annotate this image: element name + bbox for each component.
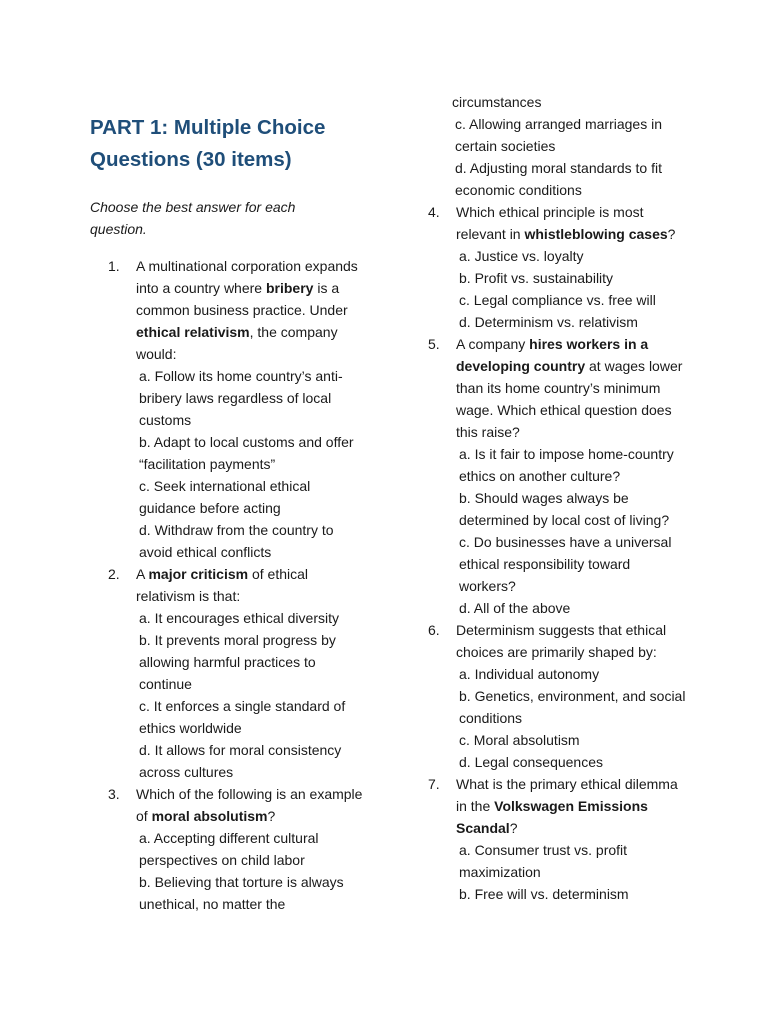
question-text-emphasis: major criticism	[148, 566, 249, 582]
answer-option: d. Adjusting moral standards to fit economic conditions	[455, 160, 662, 198]
answer-option: b. Believing that torture is always unethical, no matter the	[139, 874, 344, 912]
question-text-segment: ?	[509, 820, 518, 836]
question-item	[428, 773, 690, 905]
question-text	[136, 255, 368, 365]
question-text	[456, 333, 690, 443]
question-text	[136, 563, 368, 607]
question-list-left	[108, 255, 368, 915]
answer-option: a. It encourages ethical diversity	[139, 610, 339, 626]
answer-option: b. Free will vs. determinism	[459, 886, 629, 902]
answer-option: a. Accepting different cultural perspectives on child labor	[139, 830, 319, 868]
answer-option: d. Legal consequences	[459, 754, 603, 770]
answer-option: b. Should wages always be determined by local cost of living?	[459, 490, 670, 528]
page-title	[90, 112, 380, 176]
question-text-emphasis: bribery	[265, 280, 314, 296]
answer-option: c. Allowing arranged marriages in certain societies	[455, 116, 662, 154]
question-text-segment: A	[136, 566, 149, 582]
answer-option: d. It allows for moral consistency across cultures	[139, 742, 342, 780]
answer-option: b. Profit vs. sustainability	[459, 270, 614, 286]
answer-option: d. Determinism vs. relativism	[459, 314, 638, 330]
question-text-segment: Which of the following is an example of	[136, 786, 363, 824]
answer-option: a. Follow its home country’s anti-bribery laws regardless of local customs	[139, 368, 343, 428]
question-number: 4.	[428, 204, 440, 220]
question-text-emphasis: hires workers in a developing country	[456, 336, 649, 374]
answer-option: c. Do businesses have a universal ethical responsibility toward workers?	[459, 534, 672, 594]
answer-option: c. Legal compliance vs. free will	[459, 292, 656, 308]
question-text-emphasis: moral absolutism	[151, 808, 268, 824]
question-text-segment: A company	[456, 336, 530, 352]
page-title-line-1: PART 1: Multiple Choice	[90, 116, 326, 139]
page-title-line-2: Questions (30 items)	[90, 148, 292, 171]
question-text-segment: of ethical relativism is that:	[136, 566, 309, 604]
question-number: 6.	[428, 622, 440, 638]
question-text-segment: A multinational corporation expands into a country where	[136, 258, 358, 296]
question-item	[428, 333, 690, 619]
answer-option: a. Is it fair to impose home-country ethics on another culture?	[459, 446, 674, 484]
question-item	[108, 783, 368, 915]
answer-option: a. Individual autonomy	[459, 666, 600, 682]
question-text-emphasis: ethical relativism	[136, 324, 250, 340]
answer-option: a. Consumer trust vs. profit maximization	[459, 842, 628, 880]
continued-text: circumstances	[452, 94, 542, 110]
question-text	[456, 201, 690, 245]
question-text-segment: ?	[267, 808, 276, 824]
question-number: 1.	[108, 258, 120, 274]
question-number: 5.	[428, 336, 440, 352]
answer-option: d. Withdraw from the country to avoid ethical conflicts	[139, 522, 334, 560]
question-text-segment: at wages lower than its home country’s minimum wage. Which ethical question does this raise?	[456, 358, 683, 440]
question-list-right	[428, 201, 690, 905]
answer-option: c. It enforces a single standard of ethics worldwide	[139, 698, 346, 736]
question-text-emphasis: whistleblowing cases	[524, 226, 668, 242]
question-text-emphasis: Volkswagen Emissions Scandal	[456, 798, 648, 836]
question-text	[136, 783, 368, 827]
answer-option: c. Seek international ethical guidance before acting	[139, 478, 311, 516]
question-item	[428, 619, 690, 773]
question-text	[456, 773, 690, 839]
answer-option: d. All of the above	[459, 600, 571, 616]
answer-option: c. Moral absolutism	[459, 732, 580, 748]
continued-question-3	[452, 91, 688, 201]
answer-option: b. It prevents moral progress by allowing harmful practices to continue	[139, 632, 336, 692]
question-text-segment: is a common business practice. Under	[136, 280, 348, 318]
answer-option: a. Justice vs. loyalty	[459, 248, 584, 264]
question-text-segment: Determinism suggests that ethical choices are primarily shaped by:	[456, 622, 667, 660]
question-text-segment: Which ethical principle is most relevant in	[456, 204, 644, 242]
question-number: 2.	[108, 566, 120, 582]
question-text-segment: ?	[667, 226, 676, 242]
question-item	[108, 563, 368, 783]
question-item	[428, 201, 690, 333]
question-text-segment: , the company would:	[136, 324, 338, 362]
answer-option: b. Adapt to local customs and offer “facilitation payments”	[139, 434, 354, 472]
question-text	[456, 619, 690, 663]
instructions: Choose the best answer for each question.	[90, 199, 296, 237]
question-number: 3.	[108, 786, 120, 802]
answer-option: b. Genetics, environment, and social conditions	[459, 688, 686, 726]
question-text-segment: What is the primary ethical dilemma in the	[456, 776, 678, 814]
question-item	[108, 255, 368, 563]
question-number: 7.	[428, 776, 440, 792]
